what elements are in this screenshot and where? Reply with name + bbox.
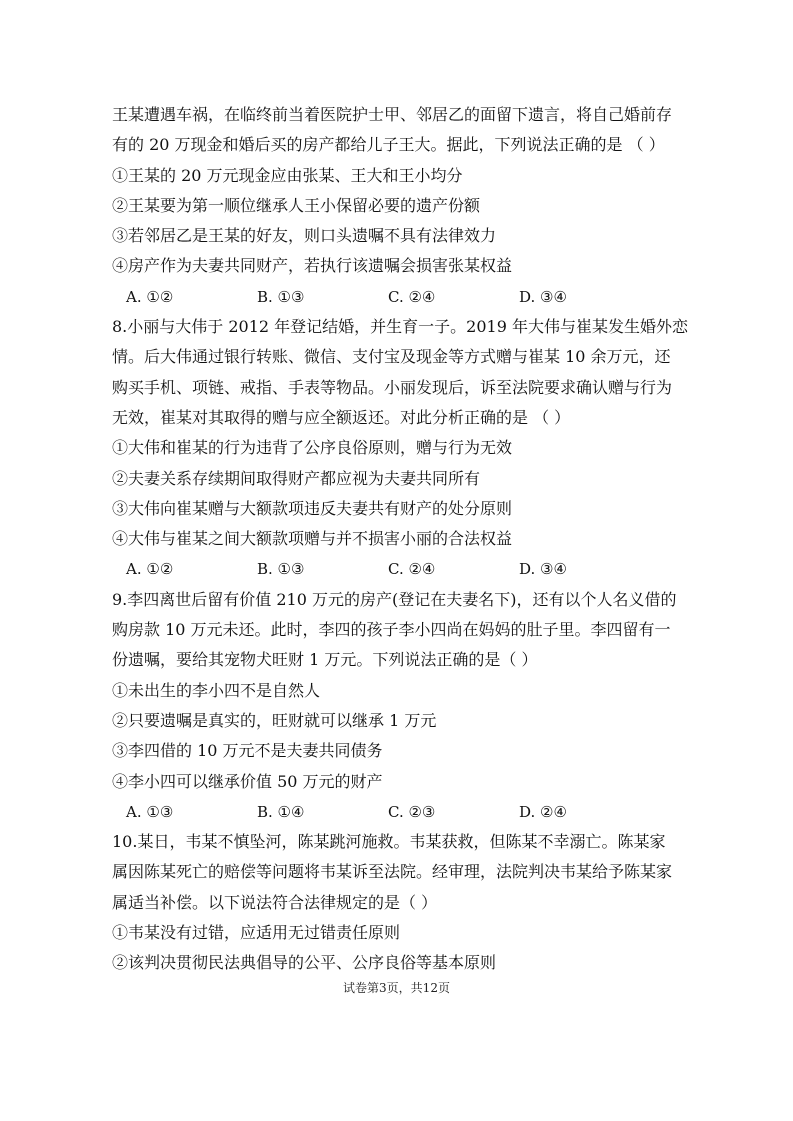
question-7 bbox=[112, 100, 692, 312]
question-text-line: 购买手机、项链、戒指、手表等物品。小丽发现后，诉至法院要求确认赠与行为 bbox=[112, 377, 673, 397]
statement: ①未出生的李小四不是自然人 bbox=[112, 680, 321, 700]
statement: ②王某要为第一顺位继承人王小保留必要的遗产份额 bbox=[112, 195, 481, 215]
question-text-line: 购房款 10 万元未还。此时，李四的孩子李小四尚在妈妈的肚子里。李四留有一 bbox=[112, 620, 671, 640]
statement: ③李四借的 10 万元不是夫妻共同债务 bbox=[112, 741, 383, 761]
statement: ①王某的 20 万元现金应由张某、王大和王小均分 bbox=[112, 165, 463, 185]
option-a: A. ①③ bbox=[126, 802, 174, 821]
question-9 bbox=[112, 585, 692, 827]
question-8 bbox=[112, 312, 692, 585]
page-footer: 试卷第3页，共12页 bbox=[343, 981, 450, 995]
statement: ②该判决贯彻民法典倡导的公平、公序良俗等基本原则 bbox=[112, 953, 497, 973]
option-c: C. ②④ bbox=[388, 287, 436, 306]
option-c: C. ②③ bbox=[388, 802, 436, 821]
question-text-line: 情。后大伟通过银行转账、微信、支付宝及现金等方式赠与崔某 10 余万元，还 bbox=[112, 347, 671, 367]
option-b: B. ①③ bbox=[257, 560, 305, 579]
statement: ③若邻居乙是王某的好友，则口头遗嘱不具有法律效力 bbox=[112, 226, 497, 246]
question-text-line: 无效，崔某对其取得的赠与应全额返还。对此分析正确的是 （ ） bbox=[112, 407, 571, 427]
option-c: C. ②④ bbox=[388, 560, 436, 579]
option-d: D. ②④ bbox=[519, 802, 567, 821]
statement: ①韦某没有过错，应适用无过错责任原则 bbox=[112, 923, 401, 943]
option-b: B. ①③ bbox=[257, 287, 305, 306]
option-b: B. ①④ bbox=[257, 802, 305, 821]
option-d: D. ③④ bbox=[519, 560, 567, 579]
statement: ④房产作为夫妻共同财产，若执行该遗嘱会损害张某权益 bbox=[112, 256, 513, 276]
option-a: A. ①② bbox=[126, 287, 174, 306]
statement: ①大伟和崔某的行为违背了公序良俗原则，赠与行为无效 bbox=[112, 438, 513, 458]
option-d: D. ③④ bbox=[519, 287, 567, 306]
answer-options bbox=[112, 282, 692, 312]
question-text-line: 10.某日，韦某不慎坠河，陈某跳河施救。韦某获救，但陈某不幸溺亡。陈某家 bbox=[112, 832, 666, 852]
question-text-line: 王某遭遇车祸，在临终前当着医院护士甲、邻居乙的面留下遗言，将自己婚前存 bbox=[112, 105, 673, 124]
question-text-line: 份遗嘱，要给其宠物犬旺财 1 万元。下列说法正确的是（ ） bbox=[112, 650, 538, 670]
statement: ④李小四可以继承价值 50 万元的财产 bbox=[112, 771, 383, 791]
question-10 bbox=[112, 827, 692, 978]
statement: ②只要遗嘱是真实的，旺财就可以继承 1 万元 bbox=[112, 710, 437, 730]
question-text-line: 属因陈某死亡的赔偿等问题将韦某诉至法院。经审理，法院判决韦某给予陈某家 bbox=[112, 862, 673, 882]
statement: ②夫妻关系存续期间取得财产都应视为夫妻共同所有 bbox=[112, 468, 481, 488]
statement: ④大伟与崔某之间大额款项赠与并不损害小丽的合法权益 bbox=[112, 529, 513, 549]
question-text-line: 9.李四离世后留有价值 210 万元的房产(登记在夫妻名下)，还有以个人名义借的 bbox=[112, 589, 677, 609]
page-content bbox=[112, 100, 692, 979]
question-text-line: 属适当补偿。以下说法符合法律规定的是（ ） bbox=[112, 892, 438, 912]
question-text-line: 8.小丽与大伟于 2012 年登记结婚，并生育一子。2019 年大伟与崔某发生婚外恋 bbox=[112, 317, 688, 337]
option-a: A. ①② bbox=[126, 560, 174, 579]
answer-options bbox=[112, 797, 692, 827]
statement: ③大伟向崔某赠与大额款项违反夫妻共有财产的处分原则 bbox=[112, 498, 513, 518]
answer-options bbox=[112, 554, 692, 584]
question-text-line: 有的 20 万现金和婚后买的房产都给儿子王大。据此，下列说法正确的是 （ ） bbox=[112, 135, 665, 155]
